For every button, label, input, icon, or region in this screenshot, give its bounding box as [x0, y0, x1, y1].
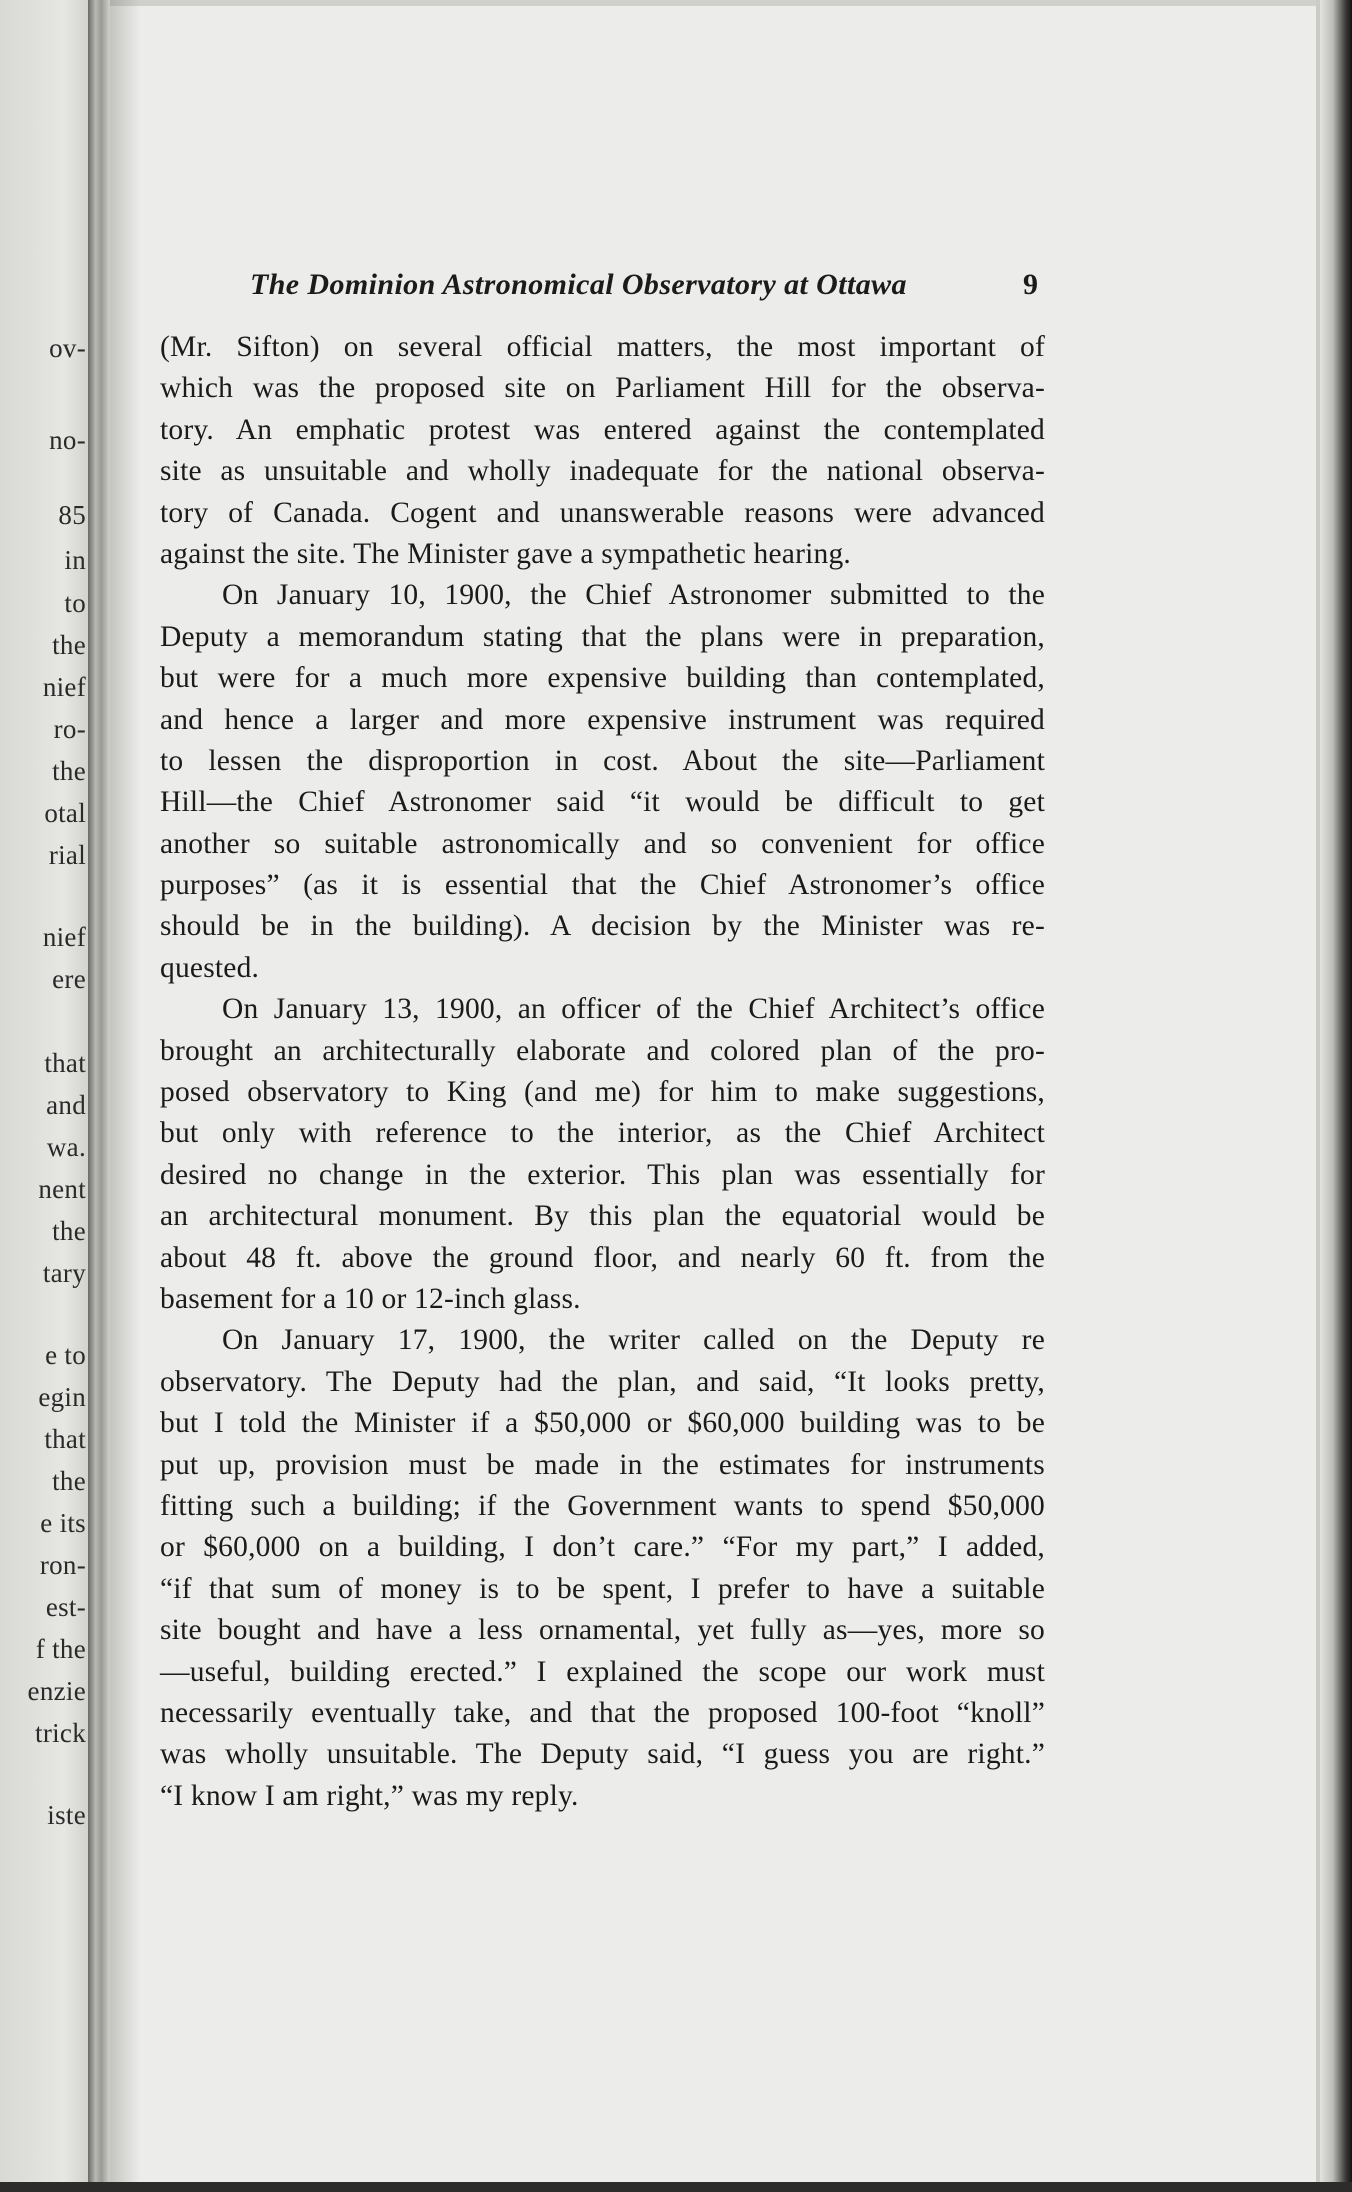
text-line: about 48 ft. above the ground floor, and nearly 60 ft. from the: [160, 1241, 1045, 1274]
facing-page-text-fragment: no-: [49, 425, 86, 455]
text-line: and hence a larger and more expensive instrument was required: [160, 703, 1045, 736]
text-line: Hill—the Chief Astronomer said “it would be difficult to get: [160, 786, 1045, 819]
text-line: “if that sum of money is to be spent, I prefer to have a suitable: [160, 1572, 1045, 1605]
page-number: 9: [1023, 268, 1038, 301]
facing-page-text-fragment: egin: [38, 1382, 86, 1412]
facing-page-text-fragment: tary: [42, 1258, 86, 1288]
text-line: basement for a 10 or 12-inch glass.: [160, 1282, 581, 1315]
facing-page-text-fragment: ron-: [39, 1550, 86, 1580]
facing-page-text-fragment: that: [44, 1424, 86, 1454]
facing-page-text-fragment: 85: [58, 500, 86, 530]
facing-page-text-fragment: ov-: [49, 333, 86, 363]
text-line: an architectural monument. By this plan the equatorial would be: [160, 1200, 1045, 1233]
text-line: another so suitable astronomically and so convenient for office: [160, 827, 1045, 860]
text-line: tory of Canada. Cogent and unanswerable reasons were advanced: [160, 496, 1045, 529]
text-line: site bought and have a less ornamental, yet fully as—yes, more so: [160, 1614, 1045, 1647]
gutter-shadow: [110, 0, 140, 2192]
book-gutter: [88, 0, 110, 2192]
facing-page-text-fragment: f the: [35, 1634, 86, 1664]
text-line: On January 10, 1900, the Chief Astronomer submitted to the: [222, 579, 1045, 612]
body-text: [160, 327, 1045, 1817]
facing-page-text-fragment: the: [52, 1466, 86, 1496]
facing-page-text-fragment: nief: [42, 922, 86, 952]
facing-page-text-fragment: otal: [44, 798, 86, 828]
facing-page-text-fragment: nent: [38, 1174, 86, 1204]
text-line: which was the proposed site on Parliament Hill for the observa-: [160, 372, 1045, 405]
text-line: observatory. The Deputy had the plan, and said, “It looks pretty,: [160, 1365, 1045, 1398]
text-line: Deputy a memorandum stating that the plans were in preparation,: [160, 620, 1045, 653]
text-line: but only with reference to the interior, as the Chief Architect: [160, 1117, 1045, 1150]
facing-page-fragment: [0, 0, 92, 2192]
text-line: (Mr. Sifton) on several official matters, the most important of: [160, 331, 1045, 363]
facing-page-text-fragment: the: [52, 630, 86, 660]
text-line: but were for a much more expensive building than contemplated,: [160, 662, 1045, 695]
text-line: quested.: [160, 951, 260, 984]
facing-page-text-fragment: est-: [45, 1592, 86, 1622]
facing-page-text-fragment: rial: [48, 840, 86, 870]
text-line: desired no change in the exterior. This plan was essentially for: [160, 1158, 1045, 1191]
text-line: site as unsuitable and wholly inadequate for the national observa-: [160, 455, 1045, 488]
facing-page-text-fragment: in: [64, 545, 86, 575]
facing-page-text-fragment: trick: [35, 1718, 86, 1748]
facing-page-text-fragment: the: [52, 1216, 86, 1246]
text-line: was wholly unsuitable. The Deputy said, “I guess you are right.”: [160, 1738, 1045, 1771]
facing-page-text-fragment: ro-: [53, 714, 86, 744]
text-line: purposes” (as it is essential that the Chief Astronomer’s office: [160, 869, 1045, 902]
text-line: necessarily eventually take, and that the proposed 100-foot “knoll”: [160, 1696, 1045, 1729]
facing-page-text-fragment: e to: [45, 1340, 86, 1370]
facing-page-text-fragment: that: [44, 1048, 86, 1078]
facing-page-text-fragment: wa.: [46, 1132, 86, 1162]
text-line: On January 13, 1900, an officer of the Chief Architect’s office: [222, 993, 1045, 1026]
facing-page-text-fragment: the: [52, 756, 86, 786]
top-edge: [0, 0, 1352, 6]
running-title: The Dominion Astronomical Observatory at Ottawa: [250, 268, 907, 301]
facing-page-text-fragment: enzie: [27, 1676, 86, 1706]
facing-page-text-fragment: iste: [47, 1800, 86, 1830]
text-line: brought an architecturally elaborate and colored plan of the pro-: [160, 1034, 1045, 1067]
facing-page-text-fragment: to: [64, 588, 86, 618]
facing-page-text-fragment: e its: [40, 1508, 86, 1538]
facing-page-text-fragment: and: [46, 1090, 86, 1120]
text-line: tory. An emphatic protest was entered against the contemplated: [160, 413, 1045, 446]
text-line: fitting such a building; if the Government wants to spend $50,000: [160, 1489, 1045, 1522]
text-line: or $60,000 on a building, I don’t care.” “For my part,” I added,: [160, 1531, 1045, 1564]
text-line: to lessen the disproportion in cost. About the site—Parliament: [160, 744, 1045, 777]
text-line: should be in the building). A decision by the Minister was re-: [160, 910, 1045, 943]
facing-page-text-fragment: nief: [42, 672, 86, 702]
text-line: posed observatory to King (and me) for him to make suggestions,: [160, 1076, 1045, 1109]
facing-page-text-fragment: ere: [52, 964, 86, 994]
right-page-edge: [1320, 0, 1352, 2192]
text-line: put up, provision must be made in the estimates for instruments: [160, 1448, 1045, 1481]
text-line: On January 17, 1900, the writer called on the Deputy re: [222, 1324, 1045, 1357]
text-line: against the site. The Minister gave a sympathetic hearing.: [160, 537, 851, 570]
bottom-edge: [0, 2182, 1352, 2192]
text-line: but I told the Minister if a $50,000 or $60,000 building was to be: [160, 1407, 1045, 1440]
text-line: —useful, building erected.” I explained the scope our work must: [160, 1655, 1045, 1688]
text-line: “I know I am right,” was my reply.: [160, 1779, 579, 1812]
